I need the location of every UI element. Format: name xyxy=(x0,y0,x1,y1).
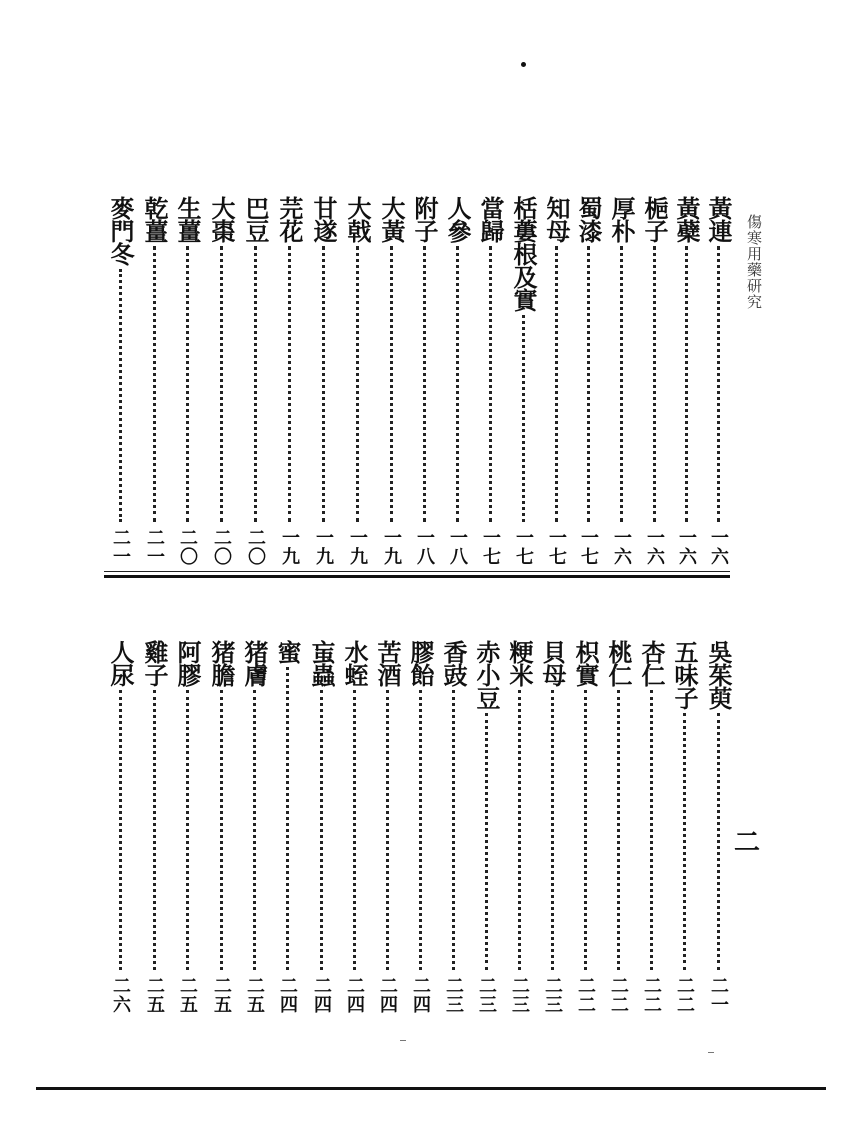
toc-entry xyxy=(241,196,269,566)
entry-name: 蜜 xyxy=(273,640,302,663)
ink-speck xyxy=(521,62,526,67)
entry-page: 二三 xyxy=(509,976,530,1014)
toc-entry xyxy=(173,196,201,566)
scan-mark xyxy=(708,1052,714,1053)
toc-entry xyxy=(406,640,434,1014)
entry-name: 猪膚 xyxy=(240,640,269,686)
leader-dots xyxy=(419,690,422,970)
toc-entry xyxy=(571,640,599,1014)
leader-dots xyxy=(584,690,587,970)
entry-page: 一八 xyxy=(447,528,468,566)
toc-entry xyxy=(604,640,632,1014)
leader-dots xyxy=(286,667,289,970)
leader-dots xyxy=(119,269,122,522)
toc-entry xyxy=(704,640,732,1014)
entry-page: 二四 xyxy=(277,976,298,1014)
entry-name: 梔子 xyxy=(640,196,669,242)
toc-entry xyxy=(307,640,335,1014)
entry-page: 二六 xyxy=(110,976,131,1014)
toc-entry xyxy=(207,640,235,1014)
leader-dots xyxy=(717,713,720,970)
entry-name: 生薑 xyxy=(173,196,202,242)
entry-name: 桃仁 xyxy=(604,640,633,686)
entry-page: 二二 xyxy=(575,976,596,1014)
entry-page: 二二 xyxy=(674,976,695,1014)
entry-page: 二四 xyxy=(377,976,398,1014)
entry-name: 附子 xyxy=(410,196,439,242)
entry-page: 一六 xyxy=(644,528,665,566)
entry-name: 䖟蟲 xyxy=(307,640,336,686)
entry-name: 乾薑 xyxy=(140,196,169,242)
entry-name: 雞子 xyxy=(140,640,169,686)
entry-name: 蜀漆 xyxy=(574,196,603,242)
toc-entry xyxy=(343,196,371,566)
leader-dots xyxy=(685,246,688,522)
toc-entry xyxy=(173,640,201,1014)
leader-dots xyxy=(518,690,521,970)
entry-page: 二二 xyxy=(608,976,629,1014)
entry-page: 二四 xyxy=(344,976,365,1014)
entry-name: 猪膽 xyxy=(207,640,236,686)
entry-page: 一七 xyxy=(546,528,567,566)
leader-dots xyxy=(119,690,122,970)
entry-page: 二五 xyxy=(177,976,198,1014)
entry-page: 二四 xyxy=(311,976,332,1014)
leader-dots xyxy=(386,690,389,970)
entry-page: 二一 xyxy=(144,528,165,566)
toc-entry xyxy=(309,196,337,566)
toc-entry xyxy=(340,640,368,1014)
toc-entry xyxy=(505,640,533,1014)
leader-dots xyxy=(620,246,623,522)
toc-entry xyxy=(509,196,537,566)
entry-name: 粳米 xyxy=(505,640,534,686)
entry-page: 二五 xyxy=(244,976,265,1014)
entry-page: 二三 xyxy=(542,976,563,1014)
entry-page: 二〇 xyxy=(211,528,232,566)
entry-name: 人參 xyxy=(443,196,472,242)
toc-entry xyxy=(443,196,471,566)
leader-dots xyxy=(153,246,156,522)
toc-entry xyxy=(275,196,303,566)
entry-name: 芫花 xyxy=(275,196,304,242)
leader-dots xyxy=(551,690,554,970)
entry-name: 膠飴 xyxy=(406,640,435,686)
leader-dots xyxy=(489,246,492,522)
leader-dots xyxy=(288,246,291,522)
entry-name: 香豉 xyxy=(439,640,468,686)
leader-dots xyxy=(555,246,558,522)
leader-dots xyxy=(220,246,223,522)
leader-dots xyxy=(683,713,686,970)
entry-page: 二〇 xyxy=(245,528,266,566)
entry-page: 一六 xyxy=(708,528,729,566)
entry-name: 黃蘗 xyxy=(672,196,701,242)
toc-entry xyxy=(240,640,268,1014)
entry-name: 水蛭 xyxy=(340,640,369,686)
running-header: 傷寒用藥研究 xyxy=(745,214,763,310)
entry-name: 知母 xyxy=(542,196,571,242)
toc-entry xyxy=(476,196,504,566)
entry-page: 二三 xyxy=(443,976,464,1014)
leader-dots xyxy=(587,246,590,522)
entry-name: 當歸 xyxy=(476,196,505,242)
section-divider-thick xyxy=(104,575,730,578)
entry-page: 二一 xyxy=(708,976,729,1014)
toc-entry xyxy=(410,196,438,566)
toc-entry xyxy=(373,640,401,1014)
leader-dots xyxy=(456,246,459,522)
entry-name: 杏仁 xyxy=(637,640,666,686)
entry-name: 五味子 xyxy=(670,640,699,709)
entry-name: 大戟 xyxy=(343,196,372,242)
entry-page: 一九 xyxy=(381,528,402,566)
leader-dots xyxy=(650,690,653,970)
scan-mark xyxy=(400,1040,406,1041)
toc-entry xyxy=(106,640,134,1014)
entry-page: 一六 xyxy=(611,528,632,566)
toc-entry xyxy=(140,196,168,566)
entry-page: 二四 xyxy=(410,976,431,1014)
toc-entry xyxy=(439,640,467,1014)
entry-name: 赤小豆 xyxy=(472,640,501,709)
leader-dots xyxy=(717,246,720,522)
entry-name: 貝母 xyxy=(538,640,567,686)
entry-name: 巴豆 xyxy=(241,196,270,242)
leader-dots xyxy=(220,690,223,970)
entry-page: 二一 xyxy=(110,528,131,566)
entry-name: 麥門冬 xyxy=(106,196,135,265)
toc-entry xyxy=(670,640,698,1014)
leader-dots xyxy=(153,690,156,970)
leader-dots xyxy=(353,690,356,970)
toc-entry xyxy=(140,640,168,1014)
toc-entry xyxy=(640,196,668,566)
entry-name: 栝蔞根及實 xyxy=(509,196,538,311)
entry-page: 一九 xyxy=(313,528,334,566)
entry-page: 二五 xyxy=(144,976,165,1014)
toc-entry xyxy=(472,640,500,1014)
entry-page: 二二 xyxy=(641,976,662,1014)
toc-entry xyxy=(538,640,566,1014)
toc-entry xyxy=(542,196,570,566)
toc-entry xyxy=(672,196,700,566)
entry-name: 阿膠 xyxy=(173,640,202,686)
leader-dots xyxy=(253,690,256,970)
entry-page: 一七 xyxy=(513,528,534,566)
leader-dots xyxy=(322,246,325,522)
entry-name: 人尿 xyxy=(106,640,135,686)
leader-dots xyxy=(522,315,525,522)
toc-entry xyxy=(377,196,405,566)
leader-dots xyxy=(653,246,656,522)
leader-dots xyxy=(390,246,393,522)
entry-page: 一六 xyxy=(676,528,697,566)
toc-entry xyxy=(704,196,732,566)
toc-entry xyxy=(207,196,235,566)
entry-name: 厚朴 xyxy=(607,196,636,242)
entry-name: 大棗 xyxy=(207,196,236,242)
entry-page: 一九 xyxy=(279,528,300,566)
toc-entry xyxy=(637,640,665,1014)
entry-name: 苦酒 xyxy=(373,640,402,686)
toc-entry xyxy=(607,196,635,566)
leader-dots xyxy=(186,690,189,970)
page-bottom-rule xyxy=(36,1087,826,1090)
page-number: 二 xyxy=(734,828,761,858)
leader-dots xyxy=(452,690,455,970)
toc-entry xyxy=(574,196,602,566)
leader-dots xyxy=(617,690,620,970)
toc-entry xyxy=(273,640,301,1014)
leader-dots xyxy=(254,246,257,522)
toc-entry xyxy=(106,196,134,566)
entry-page: 一九 xyxy=(347,528,368,566)
leader-dots xyxy=(320,690,323,970)
entry-page: 二五 xyxy=(211,976,232,1014)
entry-page: 二〇 xyxy=(177,528,198,566)
entry-page: 一七 xyxy=(578,528,599,566)
entry-page: 一七 xyxy=(480,528,501,566)
leader-dots xyxy=(423,246,426,522)
leader-dots xyxy=(485,713,488,970)
entry-page: 一八 xyxy=(414,528,435,566)
leader-dots xyxy=(356,246,359,522)
entry-name: 吳茱萸 xyxy=(704,640,733,709)
entry-name: 黃連 xyxy=(704,196,733,242)
entry-page: 二三 xyxy=(476,976,497,1014)
section-divider-thin xyxy=(104,571,730,572)
entry-name: 大黃 xyxy=(377,196,406,242)
entry-name: 甘遂 xyxy=(309,196,338,242)
entry-name: 枳實 xyxy=(571,640,600,686)
leader-dots xyxy=(186,246,189,522)
